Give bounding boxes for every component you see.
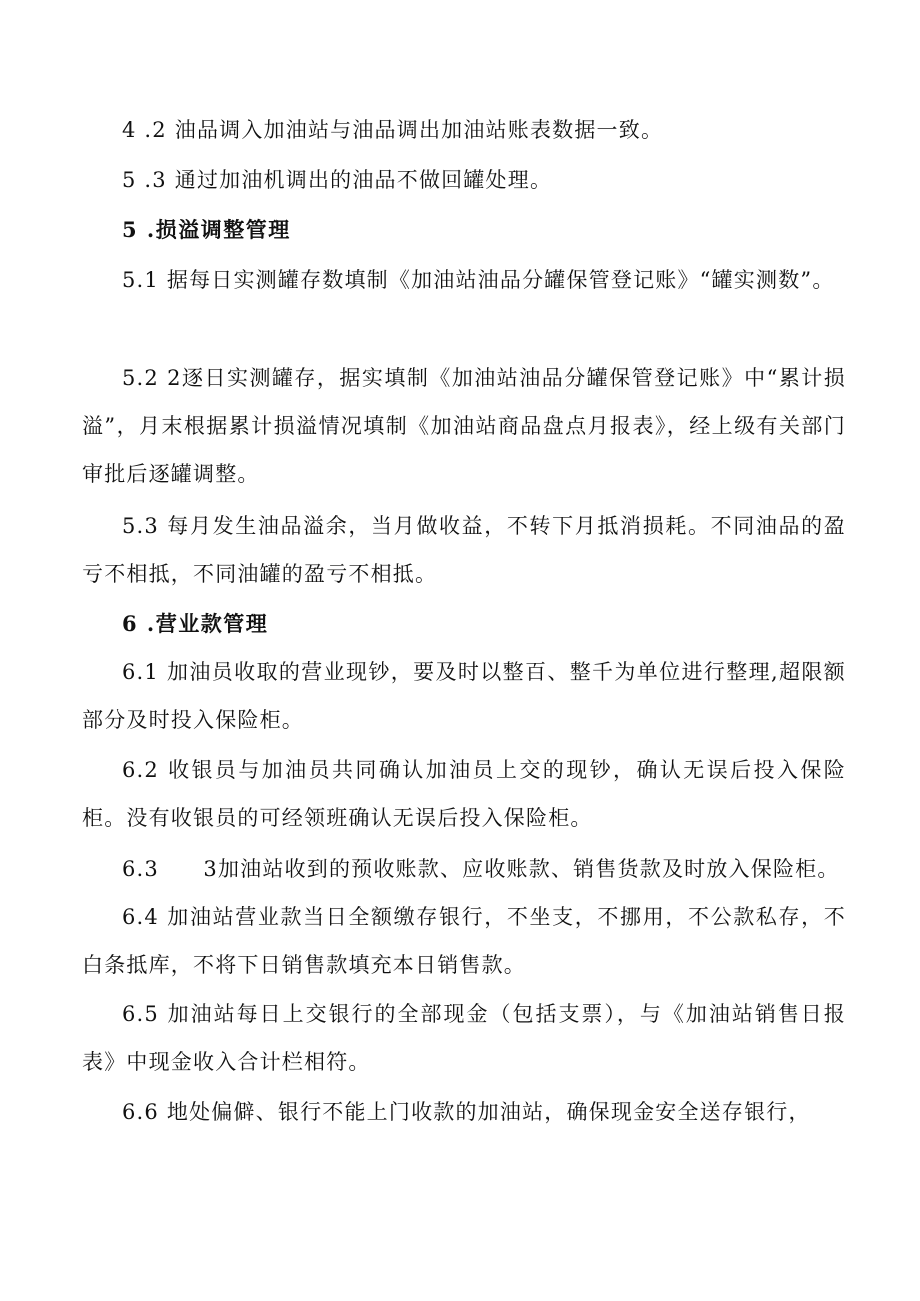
paragraph-6-6: 6.6 地处偏僻、银行不能上门收款的加油站，确保现金安全送存银行， [122, 1100, 811, 1124]
paragraph-6-3: 6.3 3加油站收到的预收账款、应收账款、销售货款及时放入保险柜。 [122, 857, 840, 881]
paragraph-5-3-no-return: 5 .3 通过加油机调出的油品不做回罐处理。 [122, 168, 553, 192]
section-heading-5: 5 .损溢调整管理 [122, 217, 291, 242]
paragraph-6-1: 6.1 加油员收取的营业现钞，要及时以整百、整千为单位进行整理,超限额部分及时投入保险柜。 [82, 660, 846, 732]
paragraph-5-3-overflow: 5.3 每月发生油品溢余，当月做收益，不转下月抵消损耗。不同油品的盈亏不相抵，不同油罐的盈亏不相抵。 [82, 514, 846, 586]
paragraph-5-1: 5.1 据每日实测罐存数填制《加油站油品分罐保管登记账》“罐实测数”。 [122, 268, 835, 292]
paragraph-4-2: 4 .2 油品调入加油站与油品调出加油站账表数据一致。 [122, 118, 664, 142]
paragraph-6-2: 6.2 收银员与加油员共同确认加油员上交的现钞，确认无误后投入保险柜。没有收银员的可经领班确认无误后投入保险柜。 [82, 758, 846, 830]
paragraph-5-2: 5.2 2逐日实测罐存，据实填制《加油站油品分罐保管登记账》中“累计损溢”，月末根据累计损溢情况填制《加油站商品盘点月报表》，经上级有关部门审批后逐罐调整。 [82, 366, 846, 486]
section-heading-6: 6 .营业款管理 [122, 611, 269, 636]
paragraph-6-4: 6.4 加油站营业款当日全额缴存银行，不坐支，不挪用，不公款私存，不白条抵库，不将下日销售款填充本日销售款。 [82, 905, 846, 977]
paragraph-6-5: 6.5 加油站每日上交银行的全部现金（包括支票），与《加油站销售日报表》中现金收入合计栏相符。 [82, 1002, 846, 1074]
